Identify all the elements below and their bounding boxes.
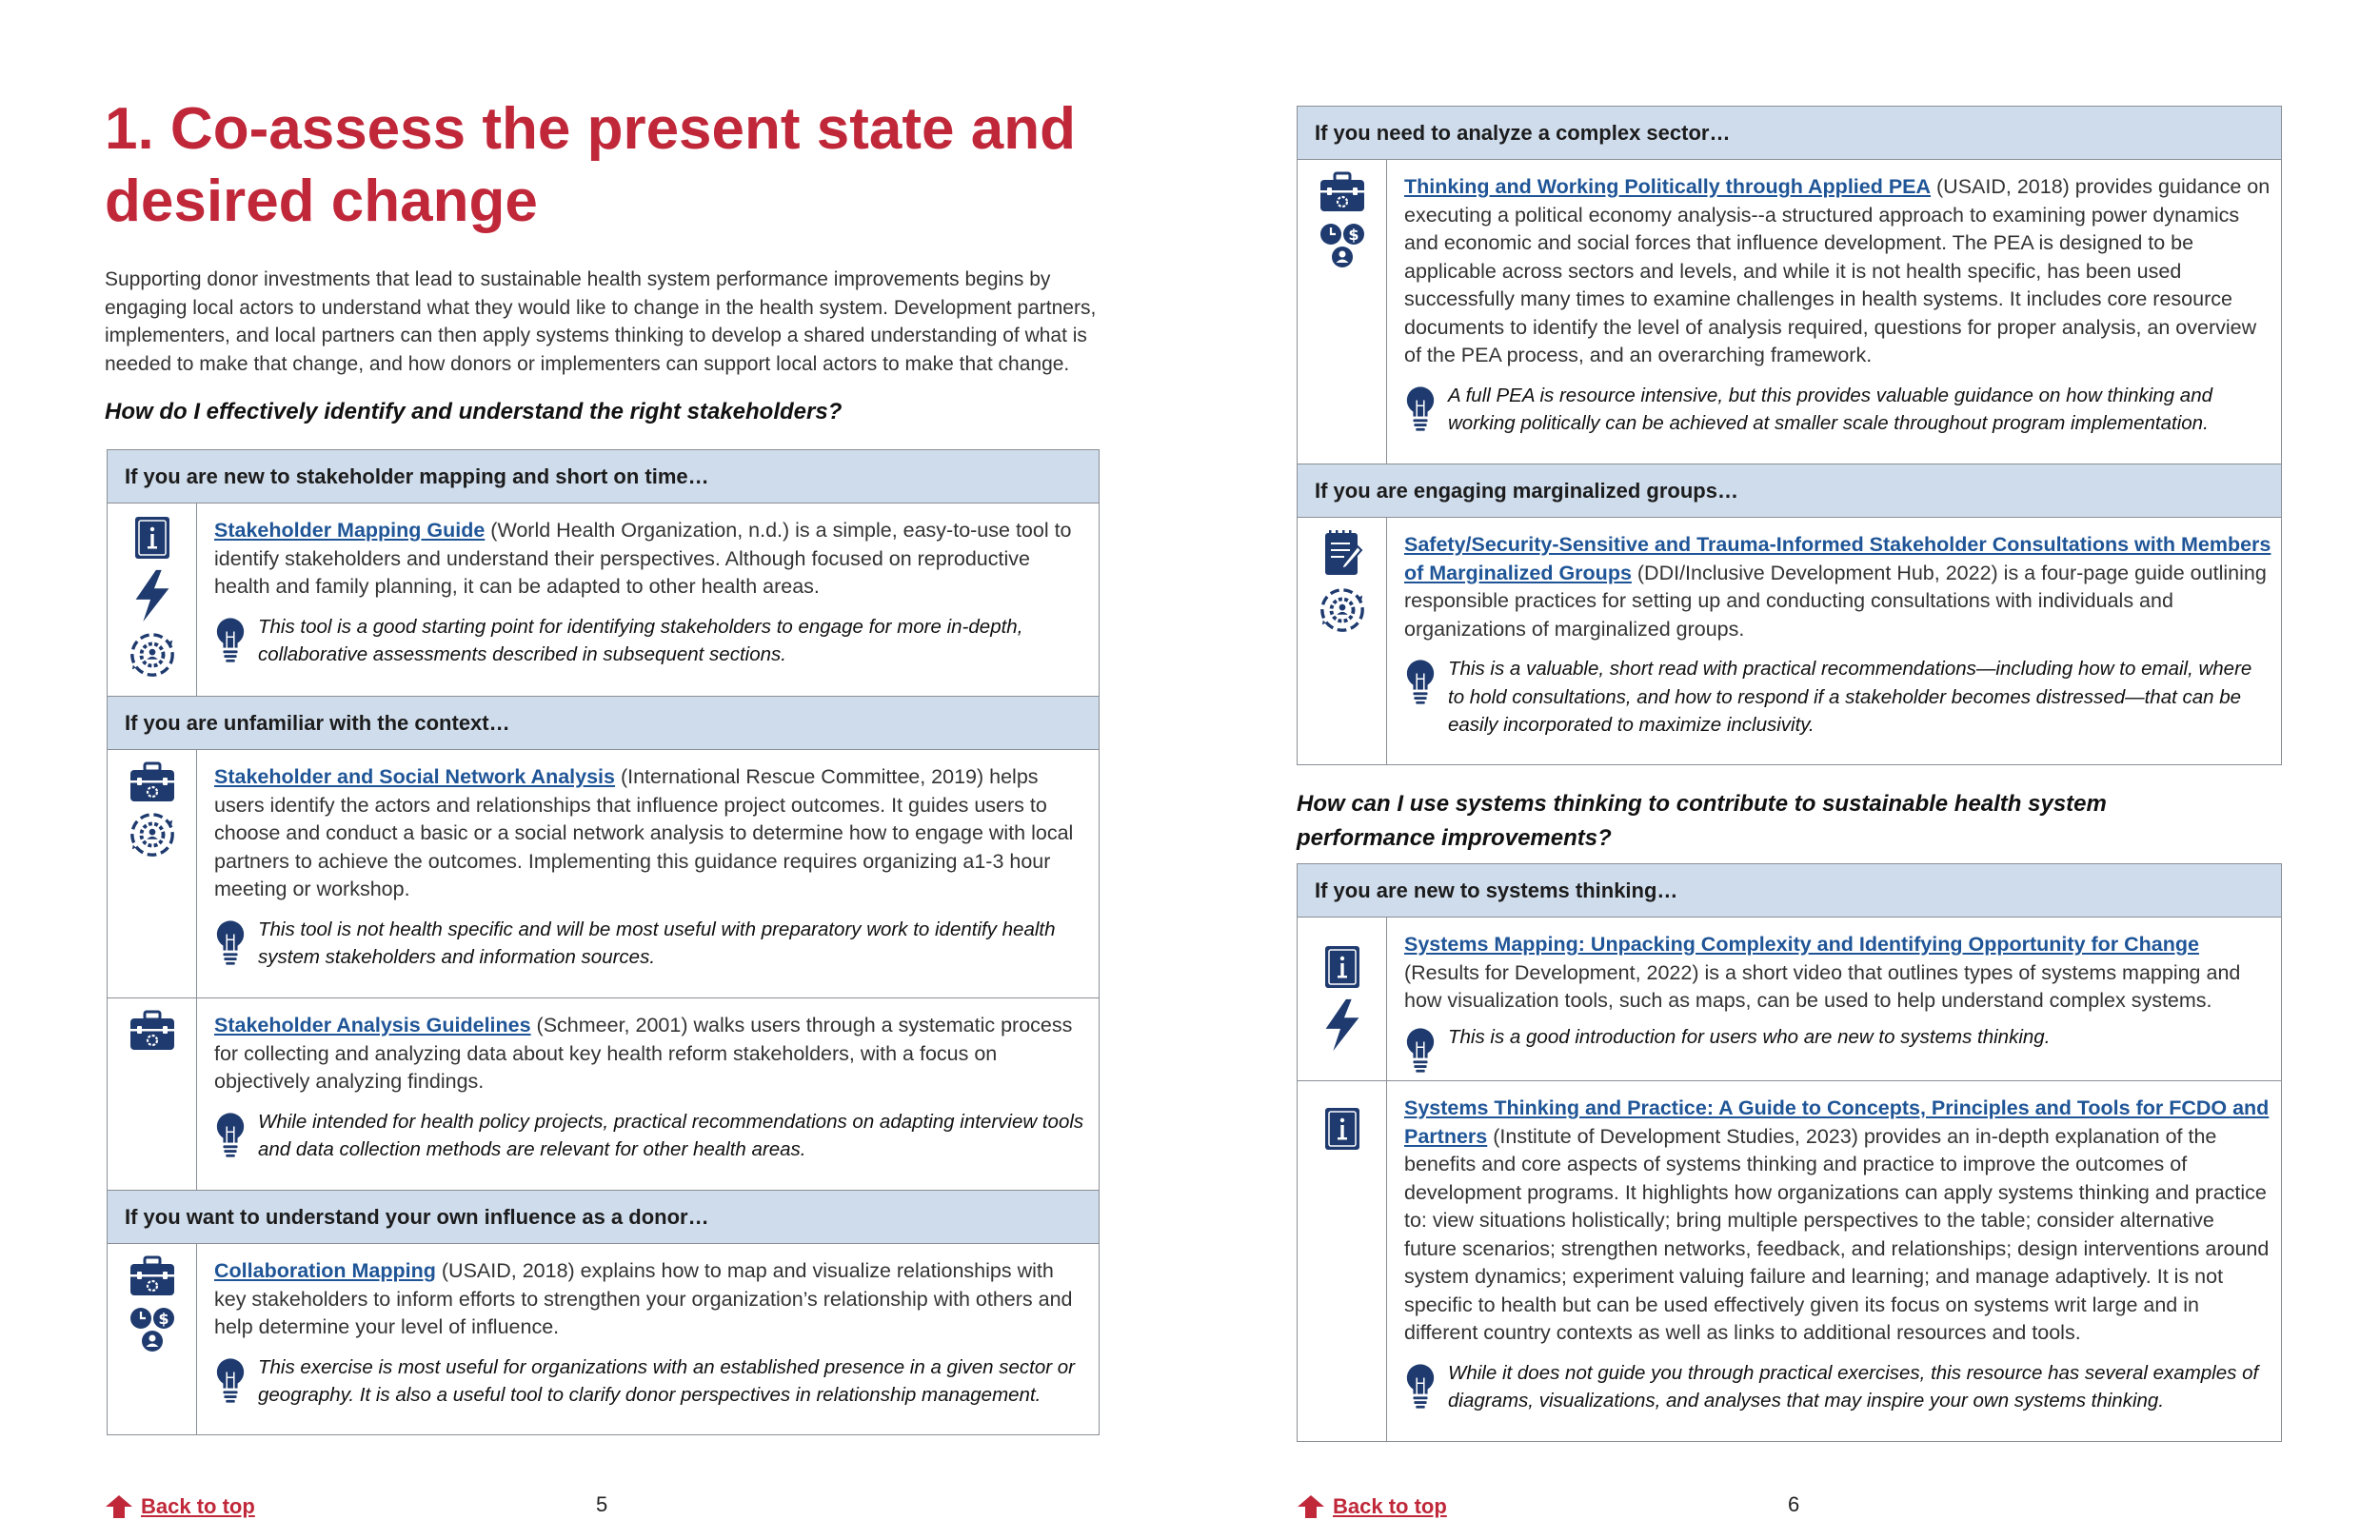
toolbox-icon: [129, 761, 176, 803]
lightbulb-icon: [1404, 385, 1437, 433]
tip: [1404, 382, 2271, 438]
book-info-icon: [1323, 944, 1361, 990]
resource-row: [1298, 1081, 2281, 1441]
time-money-people-icon: [129, 1305, 176, 1354]
up-arrow-icon: [1297, 1494, 1325, 1519]
lightbulb-icon: [1404, 1027, 1437, 1075]
notes-icon: [1321, 529, 1363, 579]
book-info-icon: [133, 515, 171, 561]
time-money-people-icon: [1319, 221, 1366, 270]
resource-description: (Schmeer, 2001) walks users through a systematic process for collecting and analyzing data about key health reform stakeholders, with a focus on objectively analyzing findings.: [214, 1014, 1073, 1093]
back-to-top[interactable]: [1297, 1494, 1447, 1519]
stakeholder-resources-table: [107, 449, 1100, 1435]
tip: [214, 1108, 1089, 1164]
resource-row: [108, 503, 1099, 697]
toolbox-icon: [129, 1010, 176, 1052]
resource-description: (DDI/Inclusive Development Hub, 2022) is a four-page guide outlining responsible practices for setting up and conducting consultations with individuals and organizations of marginalized groups.: [1404, 561, 2267, 641]
resource-description: (World Health Organization, n.d.) is a simple, easy-to-use tool to identify stakeholders and understand their perspectives. Although focused on reproductive health and family planning, it can be adapted to other health areas.: [214, 519, 1072, 598]
resource-icons: [108, 503, 197, 696]
back-to-top-link[interactable]: Back to top: [141, 1494, 255, 1518]
tip-text: A full PEA is resource intensive, but this provides valuable guidance on how thinking and working politically can be achieved at smaller scale throughout program implementation.: [1448, 384, 2213, 434]
tip: [214, 613, 1089, 669]
resource-description: (Institute of Development Studies, 2023) provides an in-depth explanation of the benefits and core aspects of systems thinking and practice to improve the outcomes of development programs. It highlights how organizations can apply systems thinking and practice to: view situations holistically; bring multiple perspectives to the table; consider alternative future scenarios; strengthen networks, feedback, and relationships; design interventions around system dynamics; experiment valuing failure and learning; and manage adaptively. It is not specific to health but can be used effectively given its focus on systems writ large and in different country contexts as well as links to additional resources and tools.: [1404, 1124, 2270, 1344]
lightbulb-icon: [1404, 659, 1437, 706]
back-to-top[interactable]: [105, 1494, 255, 1519]
collaboration-mapping-link[interactable]: Collaboration Mapping: [214, 1259, 436, 1282]
applied-pea-link[interactable]: Thinking and Working Politically through Applied PEA: [1404, 175, 1932, 198]
intro-paragraph: Supporting donor investments that lead to sustainable health system performance improvements begins by engaging local actors to understand what they would like to change in the health system. Development partners, implementers, and local partners can then apply systems thinking to develop a shared understanding of what is needed to make that change, and how donors or implementers can support local actors to make that change.: [105, 268, 1097, 375]
resource-row: [1298, 160, 2281, 464]
section-header-unfamiliar-context: If you are unfamiliar with the context…: [108, 697, 1099, 750]
resource-row: [1298, 918, 2281, 1081]
toolbox-icon: [129, 1255, 176, 1297]
page-number: 5: [596, 1492, 608, 1516]
title-line-2: desired change: [105, 168, 538, 234]
page-title: [105, 93, 1095, 238]
tip: [214, 916, 1089, 972]
tip-text: This is a good introduction for users who are new to systems thinking.: [1448, 1025, 2051, 1048]
resource-icons: [1298, 518, 1387, 764]
section-header-donor-influence: If you want to understand your own influence as a donor…: [108, 1191, 1099, 1244]
stakeholder-question-heading: How do I effectively identify and understand the right stakeholders?: [105, 399, 843, 424]
resource-icons: [1298, 160, 1387, 464]
resource-row: [108, 1244, 1099, 1434]
tip: [1404, 1359, 2271, 1415]
stakeholder-mapping-guide-link[interactable]: Stakeholder Mapping Guide: [214, 519, 486, 542]
tip-text: While it does not guide you through practical exercises, this resource has several examples of diagrams, visualizations, and analyses that may inspire your own systems thinking.: [1448, 1361, 2259, 1412]
lightbulb-icon: [214, 919, 247, 967]
resource-description: (USAID, 2018) provides guidance on executing a political economy analysis--a structured approach to examining power dynamics and economic and social forces that influence development. The PEA is designed to be applicable across sectors and levels, and while it is not health specific, has been used successfully many times to examine challenges in health systems. It includes core resource documents to identify the level of analysis required, questions for proper analysis, an overview of the PEA process, and an overarching framework.: [1404, 175, 2271, 366]
stakeholder-gear-icon: [129, 631, 176, 679]
resource-icons: [108, 750, 197, 997]
tip-text: This exercise is most useful for organizations with an established presence in a given sector or geography. It is also a useful tool to clarify donor perspectives in relationship management.: [258, 1355, 1076, 1406]
stakeholder-gear-icon: [1319, 586, 1366, 634]
lightbulb-icon: [1404, 1363, 1437, 1411]
resource-row: [108, 750, 1099, 998]
lightbulb-icon: [214, 1112, 247, 1159]
lightning-icon: [131, 568, 173, 623]
stakeholder-analysis-guidelines-link[interactable]: Stakeholder Analysis Guidelines: [214, 1014, 531, 1037]
tip-text: This tool is not health specific and will be most useful with preparatory work to identify health system stakeholders and information sources.: [258, 918, 1056, 968]
section-header-new-to-systems-thinking: If you are new to systems thinking…: [1298, 864, 2281, 918]
tip-text: This tool is a good starting point for identifying stakeholders to engage for more in-depth, collaborative assessments described in subsequent sections.: [258, 615, 1023, 665]
systems-thinking-practice-link[interactable]: Systems Thinking and Practice: A Guide to Concepts, Principles and Tools for FCDO and Partners: [1404, 1096, 2270, 1148]
back-to-top-link[interactable]: Back to top: [1333, 1494, 1447, 1518]
tip: [1404, 1023, 2271, 1075]
tip: [1404, 655, 2271, 740]
section-header-complex-sector: If you need to analyze a complex sector…: [1298, 107, 2281, 160]
trauma-informed-consultations-link[interactable]: Safety/Security-Sensitive and Trauma-Informed Stakeholder Consultations with Members of Marginalized Groups: [1404, 533, 2271, 584]
resource-icons: [1298, 1081, 1387, 1441]
systems-mapping-link[interactable]: Systems Mapping: Unpacking Complexity and Identifying Opportunity for Change: [1404, 933, 2199, 956]
systems-thinking-resources-table: [1297, 863, 2282, 1442]
resource-icons: [108, 1244, 197, 1434]
resource-description: (Results for Development, 2022) is a short video that outlines types of systems mapping and how visualization tools, such as maps, can be used to help understand complex systems.: [1404, 960, 2241, 1012]
resource-description: (USAID, 2018) explains how to map and visualize relationships with key stakeholders to inform efforts to strengthen your organization’s relationship with others and help determine your level of influence.: [214, 1259, 1073, 1338]
resource-description: (International Rescue Committee, 2019) helps users identify the actors and relationships that influence project outcomes. It guides users to choose and conduct a basic or a social network analysis to determine how to engage with local partners to achieve the outcomes. Implementing this guidance requires organizing a1-3 hour meeting or workshop.: [214, 765, 1074, 900]
title-line-1: 1. Co-assess the present state and: [105, 96, 1076, 162]
lightbulb-icon: [214, 617, 247, 664]
book-info-icon: [1323, 1106, 1361, 1152]
page-number: 6: [1788, 1492, 1800, 1516]
lightning-icon: [1321, 997, 1363, 1053]
up-arrow-icon: [105, 1494, 133, 1519]
systems-thinking-question-heading: How can I use systems thinking to contribute to sustainable health system performance improvements?: [1297, 791, 2107, 851]
stakeholder-gear-icon: [129, 811, 176, 859]
sector-resources-table: [1297, 106, 2282, 765]
tip-text: While intended for health policy projects, practical recommendations on adapting interview tools and data collection methods are relevant for other health areas.: [258, 1110, 1084, 1160]
tip-text: This is a valuable, short read with practical recommendations—including how to email, where to hold consultations, and how to respond if a stakeholder becomes distressed—that can be easily incorporated to maximize inclusivity.: [1448, 658, 2252, 736]
section-header-marginalized-groups: If you are engaging marginalized groups…: [1298, 464, 2281, 518]
tip: [214, 1353, 1089, 1410]
resource-icons: [108, 998, 197, 1190]
resource-row: [108, 998, 1099, 1191]
stakeholder-social-network-analysis-link[interactable]: Stakeholder and Social Network Analysis: [214, 765, 615, 788]
toolbox-icon: [1319, 171, 1366, 213]
resource-icons: [1298, 918, 1387, 1080]
lightbulb-icon: [214, 1357, 247, 1405]
section-header-new-to-mapping: If you are new to stakeholder mapping and short on time…: [108, 450, 1099, 503]
resource-row: [1298, 518, 2281, 764]
